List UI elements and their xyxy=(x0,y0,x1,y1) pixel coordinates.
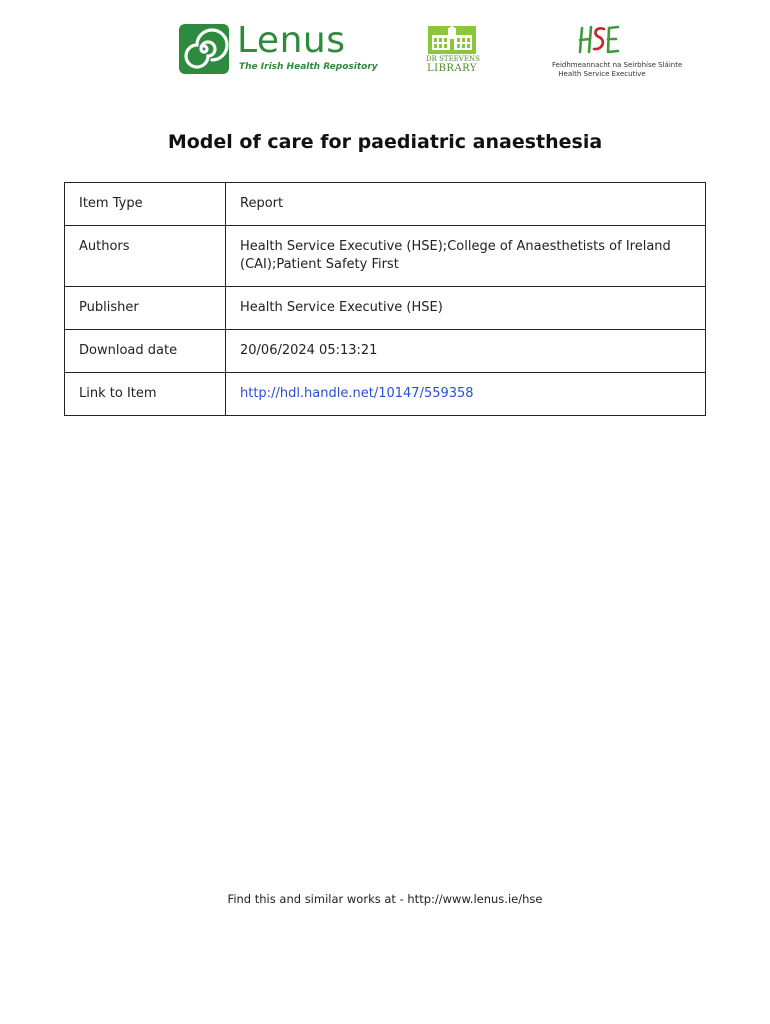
row-value-item-type: Report xyxy=(226,183,706,226)
lenus-wordmark: Lenus xyxy=(237,20,346,61)
table-row xyxy=(65,287,706,330)
lenus-spiral-icon xyxy=(179,24,229,74)
row-label-link-to-item: Link to Item xyxy=(65,373,226,416)
row-value-authors: Health Service Executive (HSE);College of Anaesthetists of Ireland (CAI);Patient Safety First xyxy=(226,226,706,287)
row-label-authors: Authors xyxy=(65,226,226,287)
row-value-download-date: 20/06/2024 05:13:21 xyxy=(226,330,706,373)
hse-logo xyxy=(552,22,683,78)
hse-english-name: Health Service Executive xyxy=(558,70,646,78)
lenus-logo xyxy=(179,20,378,76)
library-building-icon xyxy=(428,26,476,54)
row-value-link-cell xyxy=(226,373,706,416)
lenus-tagline: The Irish Health Repository xyxy=(239,62,378,72)
steevens-library-line1: DR STEEVENS xyxy=(426,55,480,63)
table-row xyxy=(65,330,706,373)
table-row xyxy=(65,226,706,287)
steevens-library-logo xyxy=(426,24,478,76)
hse-irish-name: Feidhmeannacht na Seirbhíse Sláinte xyxy=(552,61,683,69)
table-row xyxy=(65,183,706,226)
row-value-publisher: Health Service Executive (HSE) xyxy=(226,287,706,330)
item-handle-link[interactable]: http://hdl.handle.net/10147/559358 xyxy=(240,386,474,401)
hse-mark-icon xyxy=(576,22,622,58)
steevens-library-line2: LIBRARY xyxy=(426,63,477,74)
row-label-publisher: Publisher xyxy=(65,287,226,330)
footer-note: Find this and similar works at - http://www.lenus.ie/hse xyxy=(227,892,543,906)
row-label-item-type: Item Type xyxy=(65,183,226,226)
document-title: Model of care for paediatric anaesthesia xyxy=(167,131,603,153)
metadata-table xyxy=(64,182,706,416)
row-label-download-date: Download date xyxy=(65,330,226,373)
table-row xyxy=(65,373,706,416)
